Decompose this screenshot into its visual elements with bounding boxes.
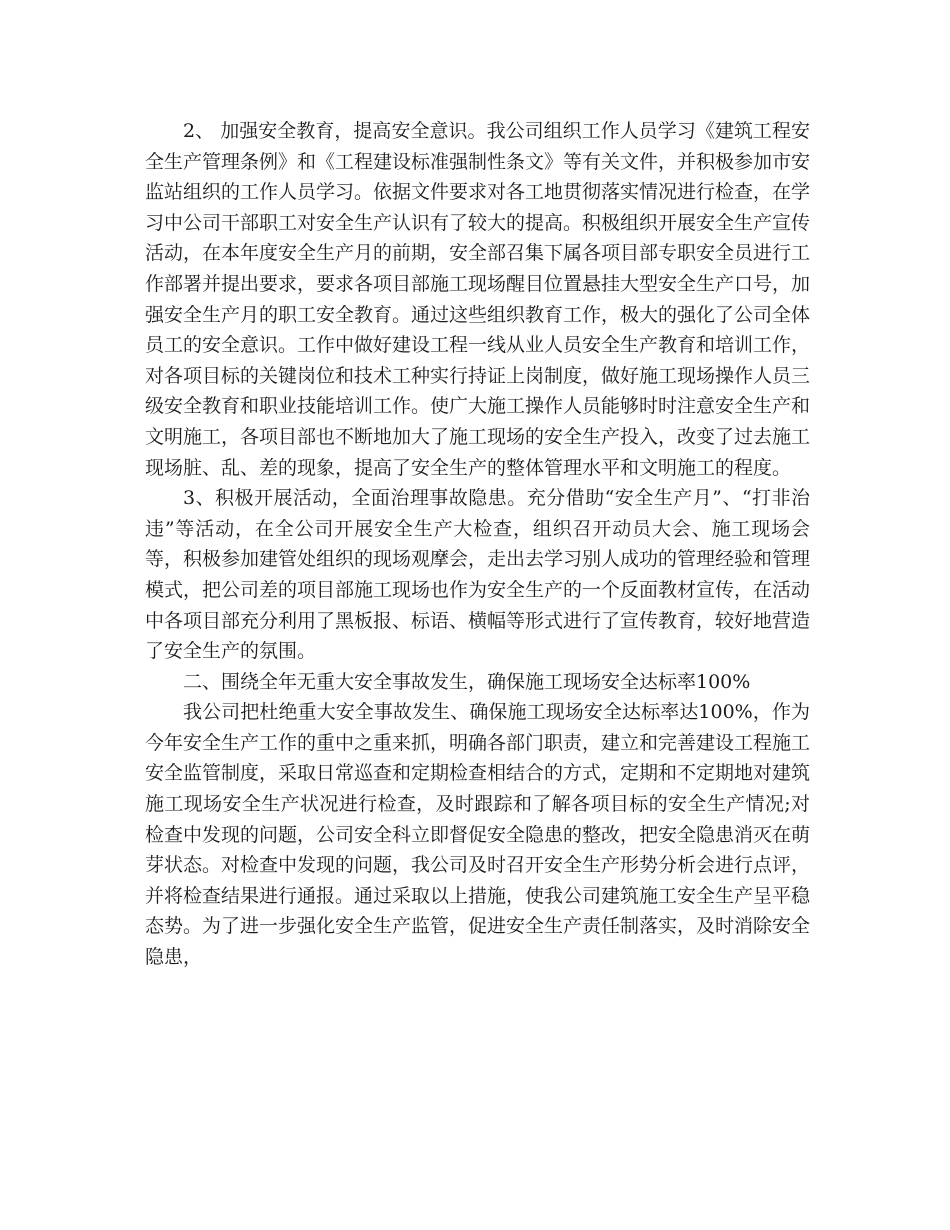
paragraph-safety-education: 2、 加强安全教育，提高安全意识。我公司组织工作人员学习《建筑工程安全生产管理条例》和《工程建设标准强制性条文》等有关文件，并积极参加市安监站组织的工作人员学习。依据文件要求对各工地贯彻落实情况进行检查，在学习中公司干部职工对安全生产认识有了较大的提高。积极组织开展安全生产宣传活动，在本年度安全生产月的前期，安全部召集下属各项目部专职安全员进行工作部署并提出要求，要求各项目部施工现场醒目位置悬挂大型安全生产口号，加强安全生产月的职工安全教育。通过这些组织教育工作，极大的强化了公司全体员工的安全意识。工作中做好建设工程一线从业人员安全生产教育和培训工作，对各项目标的关键岗位和技术工种实行持证上岗制度，做好施工现场操作人员三级安全教育和职业技能培训工作。使广大施工操作人员能够时时注意安全生产和文明施工，各项目部也不断地加大了施工现场的安全生产投入，改变了过去施工现场脏、乱、差的现象，提高了安全生产的整体管理水平和文明施工的程度。 bbox=[145, 120, 811, 479]
document-body bbox=[145, 116, 810, 973]
section-heading-no-major-accidents: 二、围绕全年无重大安全事故发生，确保施工现场安全达标率100% bbox=[183, 670, 751, 693]
paragraph-safety-compliance: 我公司把杜绝重大安全事故发生、确保施工现场安全达标率达100%，作为今年安全生产工作的重中之重来抓，明确各部门职责，建立和完善建设工程施工安全监管制度，采取日常巡查和定期检查相结合的方式，定期和不定期地对建筑施工现场安全生产状况进行检查，及时跟踪和了解各项目标的安全生产情况;对检查中发现的问题，公司安全科立即督促安全隐患的整改，把安全隐患消灭在萌芽状态。对检查中发现的问题，我公司及时召开安全生产形势分析会进行点评，并将检查结果进行通报。通过采取以上措施，使我公司建筑施工安全生产呈平稳态势。为了进一步强化安全生产监管，促进安全生产责任制落实，及时消除安全隐患， bbox=[145, 701, 811, 969]
paragraph-hazard-governance: 3、积极开展活动，全面治理事故隐患。充分借助“安全生产月”、“打非治违”等活动，在全公司开展安全生产大检查，组织召开动员大会、施工现场会等，积极参加建管处组织的现场观摩会，走出去学习别人成功的管理经验和管理模式，把公司差的项目部施工现场也作为安全生产的一个反面教材宣传，在活动中各项目部充分利用了黑板报、标语、横幅等形式进行了宣传教育，较好地营造了安全生产的氛围。 bbox=[145, 487, 811, 663]
